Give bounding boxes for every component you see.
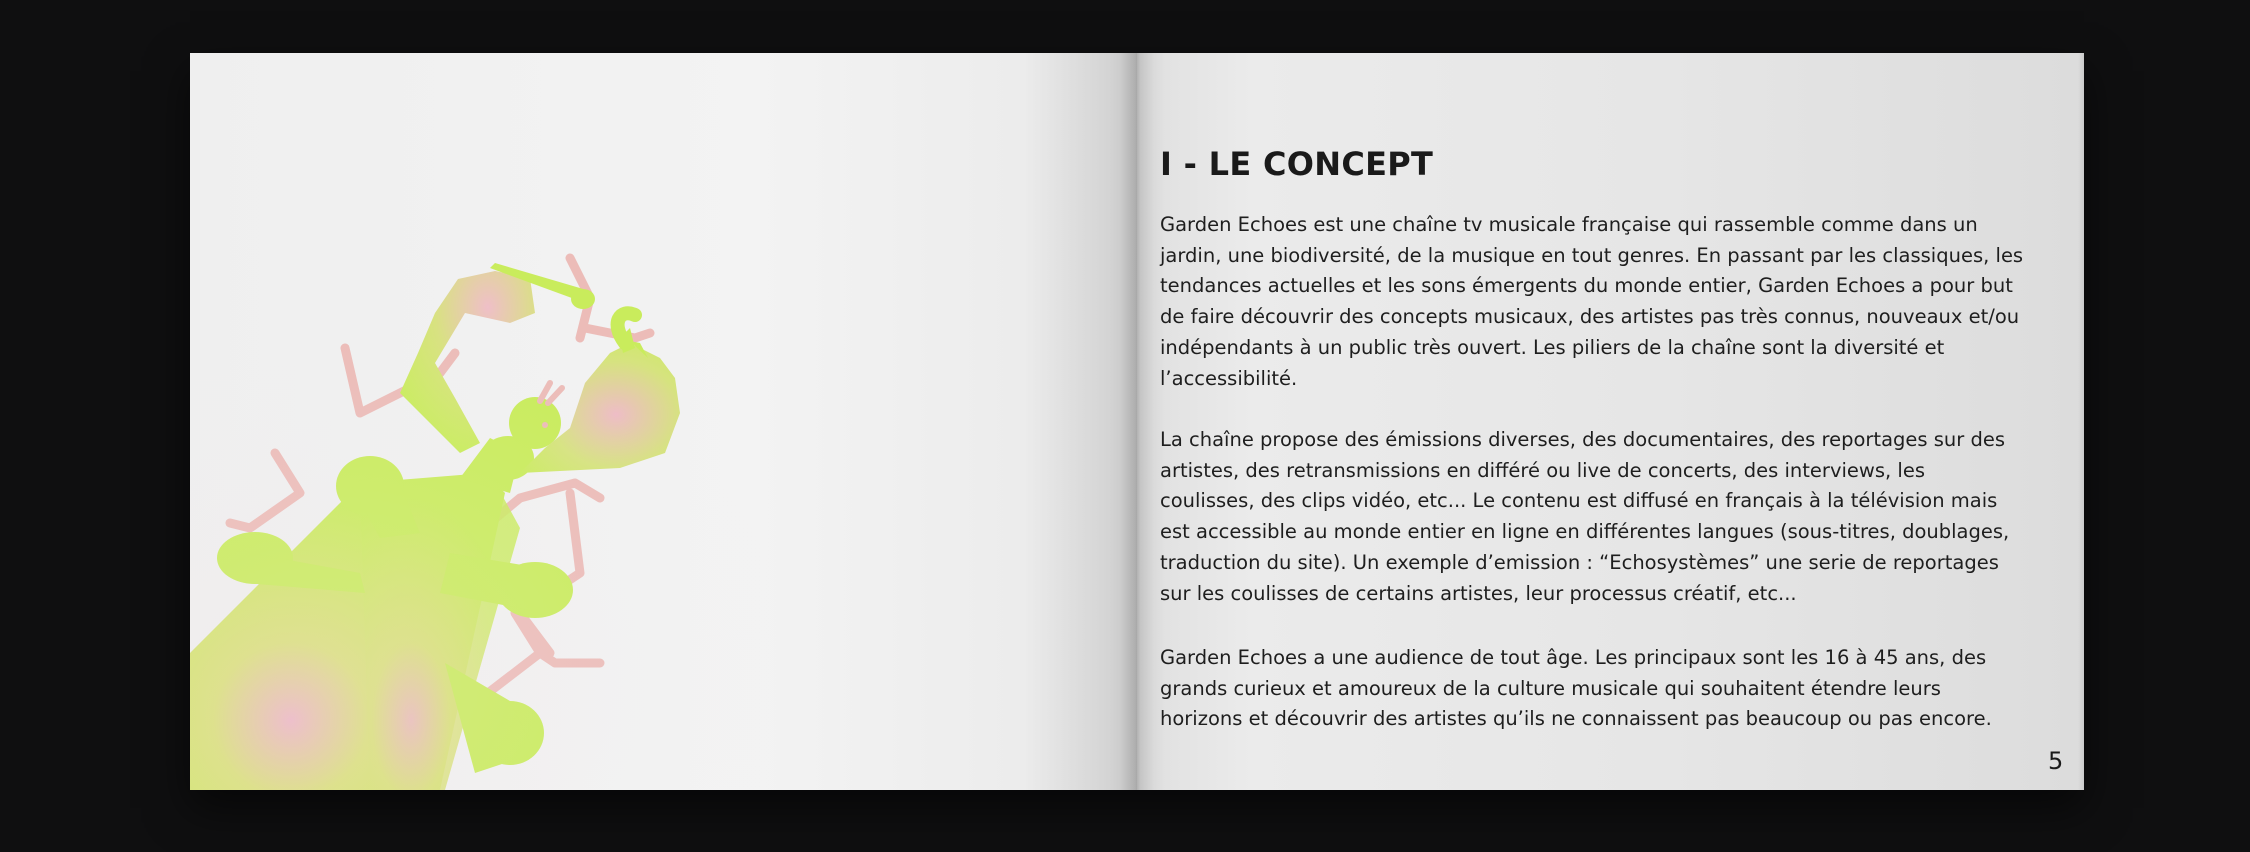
text-line: artistes, des retransmissions en différé ou live de concerts, des interviews, les (1160, 458, 1925, 482)
insect-illustration (190, 53, 1137, 790)
text-line: sur les coulisses de certains artistes, leur processus créatif, etc... (1160, 581, 1797, 605)
text-line: grands curieux et amoureux de la culture musicale qui souhaitent étendre leurs (1160, 676, 1941, 700)
open-booklet-spread (190, 53, 2084, 790)
text-line: de faire découvrir des concepts musicaux, des artistes pas très connus, nouveaux et/ou (1160, 305, 2020, 329)
paragraph-audience (1160, 643, 2060, 735)
paragraph-concept (1160, 210, 2060, 394)
text-line: traduction du site). Un exemple d’emission : “Echosystèmes” une serie de reportages (1160, 550, 1999, 574)
text-line: jardin, une biodiversité, de la musique en tout genres. En passant par les classiques, les (1160, 243, 2024, 267)
text-line: est accessible au monde entier en ligne en différentes langues (sous-titres, doublages, (1160, 520, 2010, 544)
text-line: La chaîne propose des émissions diverses, des documentaires, des reportages sur des (1160, 428, 2006, 451)
paragraph-programming (1160, 425, 2060, 609)
left-page (190, 53, 1137, 790)
text-line: indépendants à un public très ouvert. Les piliers de la chaîne sont la diversité et (1160, 335, 1945, 359)
text-line: tendances actuelles et les sons émergents du monde entier, Garden Echoes a pour but (1160, 274, 2013, 298)
text-line: Garden Echoes est une chaîne tv musicale française qui rassemble comme dans un (1160, 213, 1978, 236)
text-line: l’accessibilité. (1160, 366, 1298, 390)
text-line: coulisses, des clips vidéo, etc... Le contenu est diffusé en français à la télévision mais (1160, 489, 1998, 513)
section-heading: I - LE CONCEPT (1160, 145, 1434, 183)
page-number: 5 (2048, 747, 2064, 775)
text-line: horizons et découvrir des artistes qu’ils ne connaissent pas beaucoup ou pas encore. (1160, 707, 1992, 731)
text-line: Garden Echoes a une audience de tout âge. Les principaux sont les 16 à 45 ans, des (1160, 646, 1987, 669)
